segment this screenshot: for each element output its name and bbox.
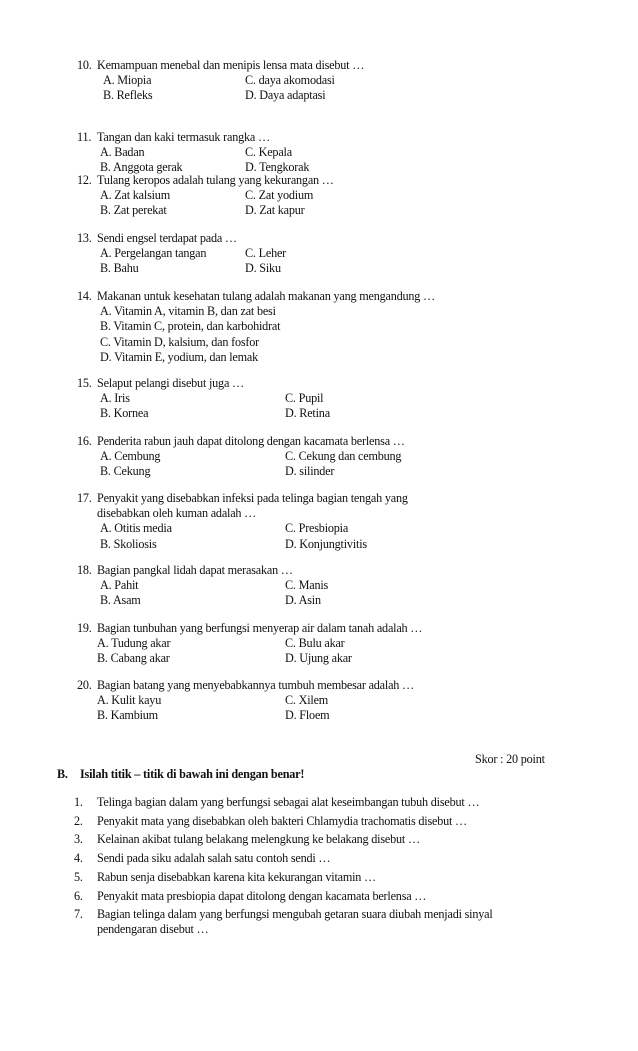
- option-row: [77, 73, 597, 88]
- answer-option: C. Bulu akar: [285, 636, 345, 651]
- answer-option: A. Tudung akar: [97, 636, 171, 651]
- fill-in-item: [74, 870, 584, 885]
- option-row: [77, 188, 597, 203]
- question-text: Selaput pelangi disebut juga …: [97, 376, 244, 390]
- option-row: [77, 246, 597, 261]
- question-line: [77, 563, 597, 578]
- option-row: [77, 521, 597, 536]
- question-block: [77, 58, 597, 104]
- answer-option: D. Konjungtivitis: [285, 536, 367, 551]
- question-number: 16.: [77, 434, 92, 448]
- question-line: [77, 130, 597, 145]
- answer-option: D. Asin: [285, 593, 321, 608]
- answer-option: C. Pupil: [285, 391, 324, 406]
- option-row: [77, 636, 597, 651]
- fill-in-text: Penyakit mata yang disebabkan oleh bakteri Chlamydia trachomatis disebut …: [97, 813, 468, 828]
- answer-option: A. Zat kalsium: [100, 188, 170, 203]
- question-text: Bagian batang yang menyebabkannya tumbuh membesar adalah …: [97, 678, 415, 692]
- fill-in-item: [74, 832, 584, 847]
- fill-in-text: Bagian telinga dalam yang berfungsi mengubah getaran suara diubah menjadi sinyal: [97, 907, 493, 922]
- answer-option: A. Otitis media: [100, 521, 172, 536]
- option-row: [77, 261, 597, 276]
- option-row: [77, 578, 597, 593]
- question-text: Tulang keropos adalah tulang yang kekurangan …: [97, 173, 334, 187]
- option-row: [77, 693, 597, 708]
- option-row: [77, 651, 597, 666]
- question-text: Kemampuan menebal dan menipis lensa mata disebut …: [97, 58, 365, 72]
- option-row: [77, 304, 597, 319]
- question-line: [77, 621, 597, 636]
- answer-option: B. Kornea: [100, 406, 149, 421]
- answer-option: C. daya akomodasi: [245, 73, 335, 88]
- answer-option: D. Ujung akar: [285, 651, 352, 666]
- question-text: Tangan dan kaki termasuk rangka …: [97, 130, 270, 144]
- answer-option: B. Skoliosis: [100, 536, 157, 551]
- answer-option: C. Cekung dan cembung: [285, 449, 402, 464]
- answer-option: B. Asam: [100, 593, 141, 608]
- option-row: [77, 464, 597, 479]
- question-line: [77, 173, 597, 188]
- option-row: [77, 145, 597, 160]
- fill-in-text: Kelainan akibat tulang belakang melengkung ke belakang disebut …: [97, 832, 420, 847]
- option-row: [77, 708, 597, 723]
- answer-option: B. Anggota gerak: [100, 160, 183, 175]
- question-number: 12.: [77, 173, 92, 187]
- fill-in-number: 6.: [74, 888, 83, 903]
- answer-option: A. Iris: [100, 391, 130, 406]
- question-line: [77, 434, 597, 449]
- fill-in-number: 3.: [74, 832, 83, 847]
- question-line: [77, 678, 597, 693]
- answer-option: C. Kepala: [245, 145, 292, 160]
- question-block: [77, 434, 597, 480]
- option-row: [77, 350, 597, 365]
- answer-option: D. Retina: [285, 406, 330, 421]
- option-row: [77, 319, 597, 334]
- question-line-continued: [77, 506, 597, 521]
- question-text-continued: disebabkan oleh kuman adalah …: [97, 506, 257, 521]
- question-number: 15.: [77, 376, 92, 390]
- question-block: [77, 621, 597, 667]
- fill-in-text: Sendi pada siku adalah salah satu contoh sendi …: [97, 851, 331, 866]
- question-line: [77, 491, 597, 506]
- question-number: 13.: [77, 231, 92, 245]
- answer-option: C. Vitamin D, kalsium, dan fosfor: [100, 334, 259, 349]
- answer-option: D. Tengkorak: [245, 160, 310, 175]
- option-row: [77, 537, 597, 552]
- question-text: Sendi engsel terdapat pada …: [97, 231, 237, 245]
- question-line: [77, 231, 597, 246]
- answer-option: D. Zat kapur: [245, 203, 305, 218]
- answer-option: D. Siku: [245, 261, 281, 276]
- option-row: [77, 449, 597, 464]
- fill-in-number: 2.: [74, 813, 83, 828]
- answer-option: B. Cekung: [100, 464, 151, 479]
- fill-in-item: [74, 851, 584, 866]
- answer-option: B. Vitamin C, protein, dan karbohidrat: [100, 319, 281, 334]
- answer-option: A. Miopia: [103, 73, 152, 88]
- answer-option: C. Manis: [285, 578, 329, 593]
- question-line: [77, 376, 597, 391]
- fill-in-text: Telinga bagian dalam yang berfungsi sebagai alat keseimbangan tubuh disebut …: [97, 795, 480, 809]
- question-number: 20.: [77, 678, 92, 692]
- question-text: Makanan untuk kesehatan tulang adalah makanan yang mengandung …: [97, 289, 436, 303]
- question-block: [77, 491, 597, 552]
- fill-in-number: 7.: [74, 907, 83, 922]
- question-text: Bagian tunbuhan yang berfungsi menyerap air dalam tanah adalah …: [97, 621, 423, 635]
- fill-in-item: [74, 889, 584, 904]
- question-text: Penderita rabun jauh dapat ditolong dengan kacamata berlensa …: [97, 434, 405, 448]
- question-block: [77, 173, 597, 219]
- fill-in-text: Rabun senja disebabkan karena kita kekurangan vitamin …: [97, 869, 377, 884]
- answer-option: A. Vitamin A, vitamin B, dan zat besi: [100, 304, 276, 319]
- answer-option: A. Pahit: [100, 578, 139, 593]
- answer-option: B. Cabang akar: [97, 651, 170, 666]
- option-row: [77, 203, 597, 218]
- answer-option: B. Refleks: [103, 88, 153, 103]
- question-number: 10.: [77, 58, 92, 72]
- question-text: Penyakit yang disebabkan infeksi pada telinga bagian tengah yang: [97, 491, 408, 505]
- answer-option: B. Zat perekat: [100, 203, 167, 218]
- fill-in-item: [74, 814, 584, 829]
- answer-option: C. Xilem: [285, 693, 329, 708]
- question-block: [77, 563, 597, 609]
- fill-in-item: [74, 907, 584, 937]
- answer-option: C. Zat yodium: [245, 188, 314, 203]
- answer-option: A. Kulit kayu: [97, 693, 162, 708]
- question-block: [77, 130, 597, 176]
- fill-in-number: 5.: [74, 869, 83, 884]
- option-row: [77, 391, 597, 406]
- question-number: 11.: [77, 130, 92, 144]
- question-number: 17.: [77, 491, 92, 505]
- option-row: [77, 406, 597, 421]
- answer-option: C. Presbiopia: [285, 521, 349, 536]
- question-block: [77, 376, 597, 422]
- answer-option: B. Kambium: [97, 708, 158, 723]
- option-row: [77, 335, 597, 350]
- fill-in-number: 4.: [74, 851, 83, 866]
- question-number: 14.: [77, 289, 92, 303]
- answer-option: D. Daya adaptasi: [245, 88, 326, 103]
- fill-in-number: 1.: [74, 795, 83, 809]
- score-label: Skor : 20 point: [475, 752, 545, 766]
- answer-option: D. silinder: [285, 464, 335, 479]
- answer-option: C. Leher: [245, 246, 287, 261]
- answer-option: A. Cembung: [100, 449, 161, 464]
- question-text: Bagian pangkal lidah dapat merasakan …: [97, 563, 293, 577]
- fill-in-list: [74, 795, 584, 941]
- fill-in-text: Penyakit mata presbiopia dapat ditolong dengan kacamata berlensa …: [97, 888, 427, 903]
- option-row: [77, 593, 597, 608]
- section-b-heading: Isilah titik – titik di bawah ini dengan benar!: [80, 767, 305, 781]
- answer-option: B. Bahu: [100, 261, 139, 276]
- question-block: [77, 289, 597, 365]
- question-block: [77, 678, 597, 724]
- question-number: 18.: [77, 563, 92, 577]
- section-b-letter: B.: [57, 767, 68, 781]
- answer-option: A. Pergelangan tangan: [100, 246, 207, 261]
- question-number: 19.: [77, 621, 92, 635]
- answer-option: D. Floem: [285, 708, 330, 723]
- question-block: [77, 231, 597, 277]
- answer-option: D. Vitamin E, yodium, dan lemak: [100, 349, 259, 364]
- question-line: [77, 58, 597, 73]
- fill-in-item: [74, 795, 584, 810]
- question-line: [77, 289, 597, 304]
- option-row: [77, 88, 597, 103]
- fill-in-text-continued: pendengaran disebut …: [97, 922, 209, 937]
- answer-option: A. Badan: [100, 145, 145, 160]
